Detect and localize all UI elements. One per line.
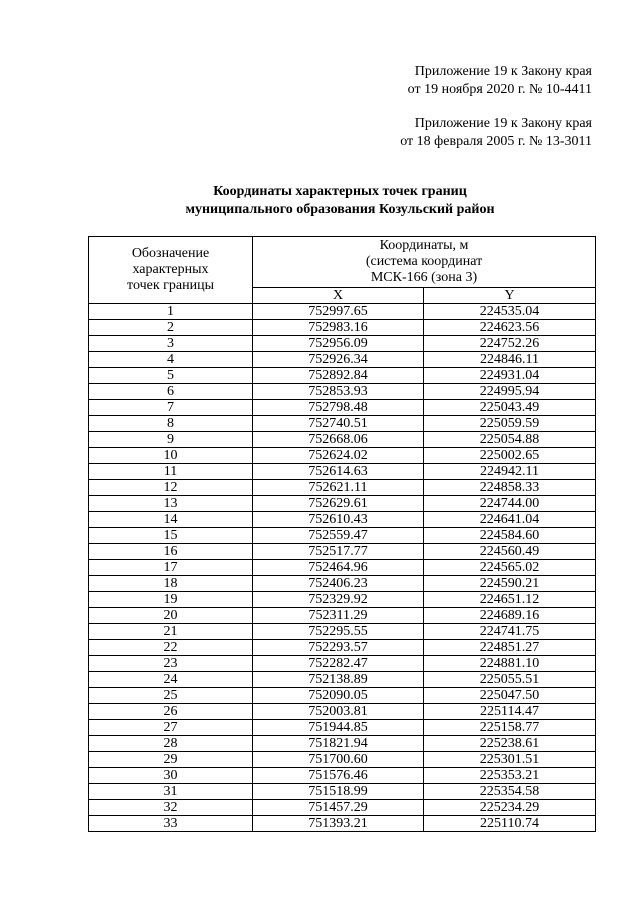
point-number-cell: 4 [89, 352, 253, 368]
y-coordinate-cell: 224560.49 [424, 544, 596, 560]
x-coordinate-cell: 751821.94 [253, 736, 424, 752]
title-line-2: муниципального образования Козульский район [185, 202, 495, 217]
point-number-cell: 31 [89, 784, 253, 800]
point-number-cell: 15 [89, 528, 253, 544]
y-coordinate-cell: 225110.74 [424, 816, 596, 832]
x-coordinate-cell: 752464.96 [253, 560, 424, 576]
point-number-cell: 21 [89, 624, 253, 640]
point-number-cell: 20 [89, 608, 253, 624]
point-number-cell: 5 [89, 368, 253, 384]
title-line-1: Координаты характерных точек границ [213, 184, 467, 199]
table-row [89, 768, 596, 784]
law-date-number: от 19 ноября 2020 г. № 10-4411 [407, 82, 592, 97]
table-row [89, 496, 596, 512]
point-number-cell: 12 [89, 480, 253, 496]
header-y: Y [424, 288, 596, 304]
y-coordinate-cell: 224651.12 [424, 592, 596, 608]
y-coordinate-cell: 225059.59 [424, 416, 596, 432]
x-coordinate-cell: 752282.47 [253, 656, 424, 672]
y-coordinate-cell: 225238.61 [424, 736, 596, 752]
table-row [89, 368, 596, 384]
y-coordinate-cell: 224846.11 [424, 352, 596, 368]
x-coordinate-cell: 752517.77 [253, 544, 424, 560]
law-appendix-header-current [408, 63, 592, 99]
header-coordinates: Координаты, м (система координат МСК-166 (зона 3) [253, 237, 596, 288]
x-coordinate-cell: 752798.48 [253, 400, 424, 416]
point-number-cell: 11 [89, 464, 253, 480]
y-coordinate-cell: 225114.47 [424, 704, 596, 720]
table-row [89, 400, 596, 416]
table-row [89, 352, 596, 368]
table-row [89, 336, 596, 352]
table-row [89, 448, 596, 464]
table-row [89, 624, 596, 640]
table-row [89, 560, 596, 576]
x-coordinate-cell: 751700.60 [253, 752, 424, 768]
point-number-cell: 9 [89, 432, 253, 448]
table-row [89, 608, 596, 624]
table-row [89, 320, 596, 336]
x-coordinate-cell: 752559.47 [253, 528, 424, 544]
y-coordinate-cell: 225002.65 [424, 448, 596, 464]
y-coordinate-cell: 225158.77 [424, 720, 596, 736]
point-number-cell: 14 [89, 512, 253, 528]
table-row [89, 656, 596, 672]
y-coordinate-cell: 224858.33 [424, 480, 596, 496]
point-number-cell: 28 [89, 736, 253, 752]
point-number-cell: 7 [89, 400, 253, 416]
point-number-cell: 27 [89, 720, 253, 736]
table-row [89, 576, 596, 592]
x-coordinate-cell: 752740.51 [253, 416, 424, 432]
table-row [89, 720, 596, 736]
y-coordinate-cell: 224641.04 [424, 512, 596, 528]
point-number-cell: 16 [89, 544, 253, 560]
x-coordinate-cell: 752629.61 [253, 496, 424, 512]
point-number-cell: 3 [89, 336, 253, 352]
y-coordinate-cell: 224590.21 [424, 576, 596, 592]
y-coordinate-cell: 224535.04 [424, 304, 596, 320]
x-coordinate-cell: 751457.29 [253, 800, 424, 816]
law-appendix-header-original [400, 115, 592, 151]
point-number-cell: 33 [89, 816, 253, 832]
x-coordinate-cell: 752003.81 [253, 704, 424, 720]
x-coordinate-cell: 751576.46 [253, 768, 424, 784]
y-coordinate-cell: 224741.75 [424, 624, 596, 640]
table-row [89, 672, 596, 688]
point-number-cell: 10 [89, 448, 253, 464]
y-coordinate-cell: 224565.02 [424, 560, 596, 576]
y-coordinate-cell: 224942.11 [424, 464, 596, 480]
y-coordinate-cell: 224584.60 [424, 528, 596, 544]
point-number-cell: 6 [89, 384, 253, 400]
y-coordinate-cell: 224623.56 [424, 320, 596, 336]
table-row [89, 512, 596, 528]
table-row [89, 640, 596, 656]
table-row [89, 464, 596, 480]
x-coordinate-cell: 752956.09 [253, 336, 424, 352]
x-coordinate-cell: 752892.84 [253, 368, 424, 384]
point-number-cell: 22 [89, 640, 253, 656]
x-coordinate-cell: 752138.89 [253, 672, 424, 688]
y-coordinate-cell: 224851.27 [424, 640, 596, 656]
coordinates-table [88, 236, 596, 832]
point-number-cell: 26 [89, 704, 253, 720]
table-row [89, 416, 596, 432]
x-coordinate-cell: 752090.05 [253, 688, 424, 704]
y-coordinate-cell: 225043.49 [424, 400, 596, 416]
y-coordinate-cell: 225054.88 [424, 432, 596, 448]
table-row [89, 432, 596, 448]
header-point-designation: Обозначение характерных точек границы [89, 237, 253, 304]
point-number-cell: 25 [89, 688, 253, 704]
point-number-cell: 29 [89, 752, 253, 768]
y-coordinate-cell: 225301.51 [424, 752, 596, 768]
appendix-reference: Приложение 19 к Закону края [414, 64, 592, 79]
point-number-cell: 24 [89, 672, 253, 688]
y-coordinate-cell: 224752.26 [424, 336, 596, 352]
x-coordinate-cell: 752853.93 [253, 384, 424, 400]
x-coordinate-cell: 752624.02 [253, 448, 424, 464]
y-coordinate-cell: 225047.50 [424, 688, 596, 704]
y-coordinate-cell: 224931.04 [424, 368, 596, 384]
table-row [89, 736, 596, 752]
x-coordinate-cell: 751393.21 [253, 816, 424, 832]
table-row [89, 304, 596, 320]
x-coordinate-cell: 752293.57 [253, 640, 424, 656]
x-coordinate-cell: 752614.63 [253, 464, 424, 480]
point-number-cell: 23 [89, 656, 253, 672]
document-title [88, 183, 592, 219]
x-coordinate-cell: 751944.85 [253, 720, 424, 736]
table-row [89, 528, 596, 544]
table-row [89, 784, 596, 800]
x-coordinate-cell: 752668.06 [253, 432, 424, 448]
x-coordinate-cell: 752997.65 [253, 304, 424, 320]
x-coordinate-cell: 752406.23 [253, 576, 424, 592]
table-row [89, 816, 596, 832]
y-coordinate-cell: 224881.10 [424, 656, 596, 672]
table-row [89, 800, 596, 816]
appendix-reference: Приложение 19 к Закону края [414, 116, 592, 131]
y-coordinate-cell: 224995.94 [424, 384, 596, 400]
table-row [89, 480, 596, 496]
y-coordinate-cell: 225353.21 [424, 768, 596, 784]
coordinates-rows [89, 304, 596, 832]
table-row [89, 544, 596, 560]
point-number-cell: 32 [89, 800, 253, 816]
y-coordinate-cell: 224744.00 [424, 496, 596, 512]
table-row [89, 384, 596, 400]
point-number-cell: 2 [89, 320, 253, 336]
point-number-cell: 8 [89, 416, 253, 432]
y-coordinate-cell: 225234.29 [424, 800, 596, 816]
table-row [89, 688, 596, 704]
x-coordinate-cell: 752983.16 [253, 320, 424, 336]
table-row [89, 592, 596, 608]
x-coordinate-cell: 752329.92 [253, 592, 424, 608]
point-number-cell: 18 [89, 576, 253, 592]
table-row [89, 752, 596, 768]
header-x: X [253, 288, 424, 304]
x-coordinate-cell: 752621.11 [253, 480, 424, 496]
law-date-number: от 18 февраля 2005 г. № 13-3011 [400, 134, 592, 149]
y-coordinate-cell: 225055.51 [424, 672, 596, 688]
point-number-cell: 1 [89, 304, 253, 320]
point-number-cell: 30 [89, 768, 253, 784]
x-coordinate-cell: 752926.34 [253, 352, 424, 368]
x-coordinate-cell: 752295.55 [253, 624, 424, 640]
table-row [89, 704, 596, 720]
point-number-cell: 17 [89, 560, 253, 576]
y-coordinate-cell: 224689.16 [424, 608, 596, 624]
point-number-cell: 19 [89, 592, 253, 608]
y-coordinate-cell: 225354.58 [424, 784, 596, 800]
point-number-cell: 13 [89, 496, 253, 512]
x-coordinate-cell: 752610.43 [253, 512, 424, 528]
x-coordinate-cell: 751518.99 [253, 784, 424, 800]
x-coordinate-cell: 752311.29 [253, 608, 424, 624]
